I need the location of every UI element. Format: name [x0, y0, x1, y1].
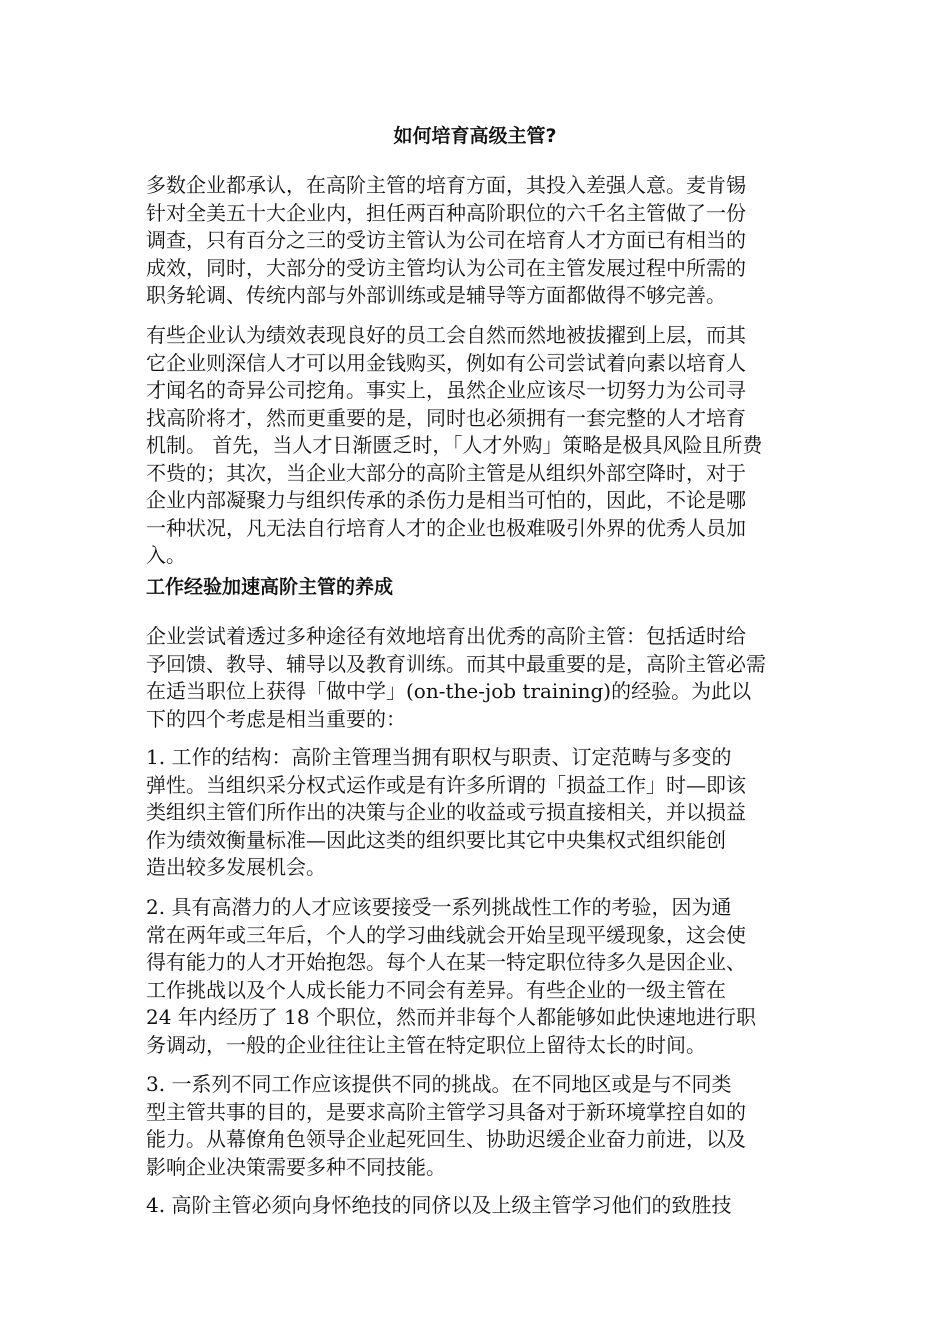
text-line: 机制。 首先，当人才日渐匮乏时，「人才外购」策略是极具风险且所费 [146, 433, 763, 457]
text-line: 2. 具有高潜力的人才应该要接受一系列挑战性工作的考验，因为通 [146, 895, 732, 919]
text-line: 影响企业决策需要多种不同技能。 [146, 1154, 446, 1179]
text-line: 务调动，一般的企业往往让主管在特定职位上留待太长的时间。 [146, 1032, 706, 1057]
text-line: 型主管共事的目的，是要求高阶主管学习具备对于新环境掌控自如的 [146, 1099, 746, 1124]
text-line: 弹性。当组织采分权式运作或是有许多所谓的「损益工作」时—即该 [146, 772, 746, 797]
text-line: 予回馈、教导、辅导以及教育训练。而其中最重要的是，高阶主管必需 [146, 651, 766, 676]
document-title: 如何培育高级主管? [393, 125, 557, 147]
text-line: 它企业则深信人才可以用金钱购买，例如有公司尝试着向素以培育人 [146, 350, 746, 375]
text-line: 才闻名的奇异公司挖角。事实上，虽然企业应该尽一切努力为公司寻 [146, 378, 746, 402]
text-line: 常在两年或三年后，个人的学习曲线就会开始呈现平缓现象，这会使 [146, 922, 746, 947]
text-line: 3. 一系列不同工作应该提供不同的挑战。在不同地区或是与不同类 [146, 1072, 732, 1096]
text-line: 成效，同时，大部分的受访主管均认为公司在主管发展过程中所需的 [146, 255, 746, 280]
text-line: 类组织主管们所作出的决策与企业的收益或亏损直接相关，并以损益 [146, 800, 746, 824]
text-line: 职务轮调、传统内部与外部训练或是辅导等方面都做得不够完善。 [146, 283, 726, 307]
text-line: 造出较多发展机会。 [146, 855, 326, 879]
section-heading: 工作经验加速高阶主管的养成 [146, 576, 394, 598]
text-line: 工作挑战以及个人成长能力不同会有差异。有些企业的一级主管在 [146, 977, 726, 1002]
text-line: 一种状况，凡无法自行培育人才的企业也极难吸引外界的优秀人员加 [146, 515, 746, 540]
text-line: 4. 高阶主管必须向身怀绝技的同侪以及上级主管学习他们的致胜技 [146, 1193, 732, 1217]
paragraph-point-4 [146, 1192, 810, 1220]
text-line: 在适当职位上获得「做中学」(on-the-job training)的经验。为此以 [146, 679, 752, 703]
paragraph-talent [146, 322, 810, 570]
paragraph-point-3 [146, 1071, 810, 1181]
text-line: 多数企业都承认，在高阶主管的培育方面，其投入差强人意。麦肯锡 [146, 173, 746, 197]
text-line: 作为绩效衡量标准—因此这类的组织要比其它中央集权式组织能创 [146, 827, 726, 852]
text-line: 有些企业认为绩效表现良好的员工会自然而然地被拔擢到上层，而其 [146, 323, 746, 347]
text-line: 调查，只有百分之三的受访主管认为公司在培育人才方面已有相当的 [146, 228, 746, 252]
text-line: 24 年内经历了 18 个职位，然而并非每个人都能够如此快速地进行职 [146, 1005, 756, 1029]
text-line: 下的四个考虑是相当重要的： [146, 706, 406, 731]
paragraph-intro [146, 172, 810, 310]
text-line: 入。 [146, 543, 186, 567]
paragraph-point-1 [146, 744, 810, 882]
text-line: 能力。从幕僚角色领导企业起死回生、协助迟缓企业奋力前进，以及 [146, 1127, 746, 1151]
paragraph-methods [146, 623, 810, 733]
text-line: 企业尝试着透过多种途径有效地培育出优秀的高阶主管：包括适时给 [146, 624, 746, 648]
text-line: 企业内部凝聚力与组织传承的杀伤力是相当可怕的，因此，不论是哪 [146, 488, 746, 512]
text-line: 得有能力的人才开始抱怨。每个人在某一特定职位待多久是因企业、 [146, 950, 746, 974]
text-line: 不赀的；其次，当企业大部分的高阶主管是从组织外部空降时，对于 [146, 460, 746, 485]
paragraph-point-2 [146, 894, 810, 1059]
text-line: 找高阶将才，然而更重要的是，同时也必须拥有一套完整的人才培育 [146, 405, 746, 430]
text-line: 1. 工作的结构：高阶主管理当拥有职权与职责、订定范畴与多变的 [146, 745, 732, 769]
text-line: 针对全美五十大企业内，担任两百种高阶职位的六千名主管做了一份 [146, 200, 746, 225]
